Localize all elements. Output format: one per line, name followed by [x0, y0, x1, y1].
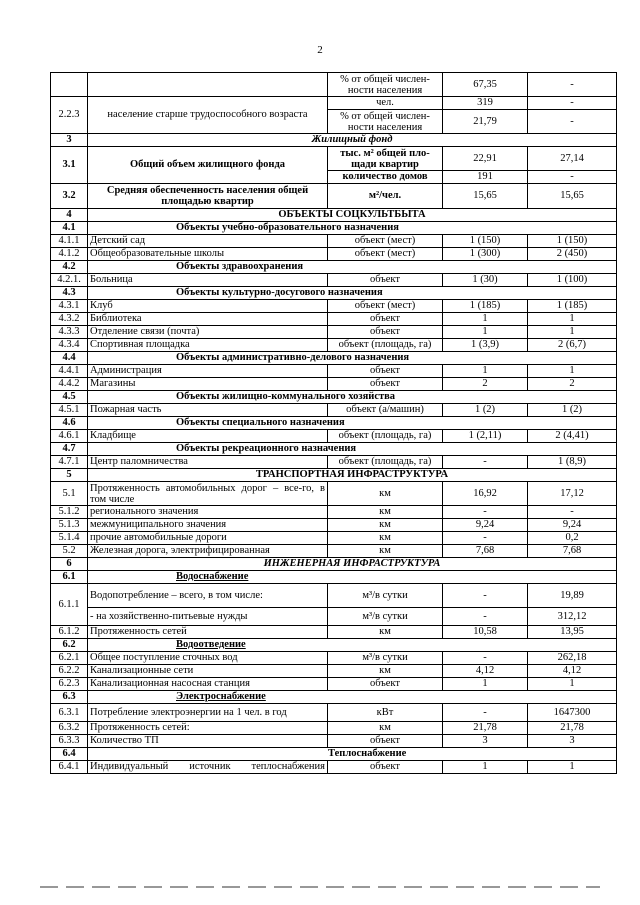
indicator-name: Кладбище: [88, 430, 328, 443]
subsection-number: 4.4: [51, 352, 88, 365]
unit: объект: [328, 313, 443, 326]
indicator-name: Канализационные сети: [88, 665, 328, 678]
value-planned: 2: [528, 378, 617, 391]
row-number: 4.3.3: [51, 326, 88, 339]
subsection-title: Объекты специального назначения: [88, 417, 617, 430]
indicator-name: - на хозяйственно-питьевые нужды: [88, 608, 328, 626]
subsection-title: Объекты учебно-образовательного назначения: [88, 222, 617, 235]
unit: % от общей числен-ности населения: [328, 73, 443, 97]
unit: объект: [328, 678, 443, 691]
row-number: 6.4.1: [51, 761, 88, 774]
unit: км: [328, 722, 443, 735]
row-number: 4.3.1: [51, 300, 88, 313]
value-planned: 9,24: [528, 519, 617, 532]
value-planned: 1 (185): [528, 300, 617, 313]
row-number: 6.1.1: [51, 584, 88, 626]
row-number: [51, 73, 88, 97]
value-planned: 17,12: [528, 482, 617, 506]
unit: объект: [328, 365, 443, 378]
value-planned: -: [528, 110, 617, 134]
row-number: 5.1: [51, 482, 88, 506]
indicator-name: Индивидуальный источник теплоснабжения: [88, 761, 328, 774]
row-number: 4.2.1.: [51, 274, 88, 287]
value-planned: 1647300: [528, 704, 617, 722]
row-number: 4.4.1: [51, 365, 88, 378]
section-title: ТРАНСПОРТНАЯ ИНФРАСТРУКТУРА: [88, 469, 617, 482]
value-planned: -: [528, 171, 617, 184]
subsection-title: Объекты культурно-досугового назначения: [88, 287, 617, 300]
unit: количество домов: [328, 171, 443, 184]
row-number: 4.7.1: [51, 456, 88, 469]
indicator-name: [88, 73, 328, 97]
value-planned: 21,78: [528, 722, 617, 735]
unit: объект: [328, 761, 443, 774]
row-number: 4.1.2: [51, 248, 88, 261]
value-existing: 4,12: [443, 665, 528, 678]
value-existing: 1 (3,9): [443, 339, 528, 352]
row-number: 6.2.2: [51, 665, 88, 678]
unit: кВт: [328, 704, 443, 722]
value-existing: 1: [443, 313, 528, 326]
unit: км: [328, 506, 443, 519]
value-existing: 3: [443, 735, 528, 748]
value-planned: 1: [528, 326, 617, 339]
indicator-name: Железная дорога, электрифицированная: [88, 545, 328, 558]
value-existing: 10,58: [443, 626, 528, 639]
value-planned: 0,2: [528, 532, 617, 545]
unit: объект (мест): [328, 235, 443, 248]
value-planned: 27,14: [528, 147, 617, 171]
row-number: 2.2.3: [51, 97, 88, 134]
subsection-number: 4.3: [51, 287, 88, 300]
value-planned: 262,18: [528, 652, 617, 665]
value-existing: 15,65: [443, 184, 528, 209]
row-number: 3.1: [51, 147, 88, 184]
value-existing: 21,78: [443, 722, 528, 735]
indicator-name: Центр паломничества: [88, 456, 328, 469]
row-number: 4.5.1: [51, 404, 88, 417]
section-number: 4: [51, 209, 88, 222]
value-planned: 7,68: [528, 545, 617, 558]
value-existing: 191: [443, 171, 528, 184]
value-existing: 1: [443, 326, 528, 339]
value-existing: -: [443, 506, 528, 519]
value-planned: 2 (4,41): [528, 430, 617, 443]
indicator-name: Библиотека: [88, 313, 328, 326]
value-planned: 15,65: [528, 184, 617, 209]
row-number: 6.3.2: [51, 722, 88, 735]
unit: объект: [328, 274, 443, 287]
value-existing: 1 (30): [443, 274, 528, 287]
row-number: 6.1.2: [51, 626, 88, 639]
value-existing: 1: [443, 678, 528, 691]
indicator-name: регионального значения: [88, 506, 328, 519]
subsection-number: 6.3: [51, 691, 88, 704]
value-existing: 1 (2,11): [443, 430, 528, 443]
section-number: 6: [51, 558, 88, 571]
indicators-table: [50, 72, 617, 774]
value-existing: 7,68: [443, 545, 528, 558]
unit: км: [328, 626, 443, 639]
unit: км: [328, 482, 443, 506]
section-title: ОБЪЕКТЫ СОЦКУЛЬТБЫТА: [88, 209, 617, 222]
unit: объект: [328, 735, 443, 748]
value-existing: 9,24: [443, 519, 528, 532]
unit: м²/чел.: [328, 184, 443, 209]
unit: объект (площадь, га): [328, 456, 443, 469]
indicator-name: Канализационная насосная станция: [88, 678, 328, 691]
row-number: 5.1.3: [51, 519, 88, 532]
value-existing: 1 (2): [443, 404, 528, 417]
value-existing: -: [443, 704, 528, 722]
unit: объект: [328, 326, 443, 339]
value-existing: -: [443, 608, 528, 626]
row-number: 5.1.2: [51, 506, 88, 519]
value-existing: 22,91: [443, 147, 528, 171]
indicator-name: Отделение связи (почта): [88, 326, 328, 339]
value-planned: 312,12: [528, 608, 617, 626]
subsection-title: Объекты здравоохранения: [88, 261, 617, 274]
scan-bottom-edge: [40, 886, 600, 888]
row-number: 5.1.4: [51, 532, 88, 545]
row-number: 4.1.1: [51, 235, 88, 248]
value-planned: -: [528, 97, 617, 110]
value-existing: 16,92: [443, 482, 528, 506]
value-existing: 1: [443, 365, 528, 378]
indicator-name: Детский сад: [88, 235, 328, 248]
value-planned: 2 (450): [528, 248, 617, 261]
value-existing: -: [443, 456, 528, 469]
value-existing: 319: [443, 97, 528, 110]
value-planned: 2 (6,7): [528, 339, 617, 352]
indicator-name: Общеобразовательные школы: [88, 248, 328, 261]
value-existing: -: [443, 584, 528, 608]
indicator-name: Больница: [88, 274, 328, 287]
row-number: 5.2: [51, 545, 88, 558]
indicator-name: Средняя обеспеченность населения общей площадью квартир: [88, 184, 328, 209]
value-planned: 1: [528, 678, 617, 691]
unit: км: [328, 665, 443, 678]
subsection-title: Объекты административно-делового назначения: [88, 352, 617, 365]
subsection-number: 4.6: [51, 417, 88, 430]
row-number: 6.3.1: [51, 704, 88, 722]
unit: объект (площадь, га): [328, 339, 443, 352]
unit: км: [328, 545, 443, 558]
value-planned: 1 (2): [528, 404, 617, 417]
unit: тыс. м² общей пло-щади квартир: [328, 147, 443, 171]
section-number: 3: [51, 134, 88, 147]
value-existing: 1 (150): [443, 235, 528, 248]
section-title: ИНЖЕНЕРНАЯ ИНФРАСТРУКТУРА: [88, 558, 617, 571]
subsection-title: Объекты рекреационного назначения: [88, 443, 617, 456]
section-title: Жилищный фонд: [88, 134, 617, 147]
indicator-name: Спортивная площадка: [88, 339, 328, 352]
unit: объект (мест): [328, 248, 443, 261]
subsection-title: Водоотведение: [88, 639, 617, 652]
indicator-name: Потребление электроэнергии на 1 чел. в год: [88, 704, 328, 722]
value-planned: 1 (8,9): [528, 456, 617, 469]
indicator-name: Магазины: [88, 378, 328, 391]
value-planned: 1 (100): [528, 274, 617, 287]
indicator-name: Пожарная часть: [88, 404, 328, 417]
subsection-number: 4.2: [51, 261, 88, 274]
row-number: 4.3.2: [51, 313, 88, 326]
unit: м³/в сутки: [328, 584, 443, 608]
indicator-name: Клуб: [88, 300, 328, 313]
value-existing: 2: [443, 378, 528, 391]
value-existing: 67,35: [443, 73, 528, 97]
subsection-title: Водоснабжение: [88, 571, 617, 584]
value-existing: -: [443, 532, 528, 545]
row-number: 4.4.2: [51, 378, 88, 391]
value-existing: 1 (300): [443, 248, 528, 261]
unit: м³/в сутки: [328, 652, 443, 665]
indicator-name: Администрация: [88, 365, 328, 378]
value-planned: 13,95: [528, 626, 617, 639]
value-existing: 1 (185): [443, 300, 528, 313]
row-number: 4.3.4: [51, 339, 88, 352]
subsection-title: Электроснабжение: [88, 691, 617, 704]
value-planned: 4,12: [528, 665, 617, 678]
unit: % от общей числен-ности населения: [328, 110, 443, 134]
value-existing: 21,79: [443, 110, 528, 134]
unit: км: [328, 519, 443, 532]
subsection-title: Объекты жилищно-коммунального хозяйства: [88, 391, 617, 404]
value-planned: 1: [528, 761, 617, 774]
value-planned: -: [528, 506, 617, 519]
indicator-name: межмуниципального значения: [88, 519, 328, 532]
indicator-name: Общее поступление сточных вод: [88, 652, 328, 665]
row-number: 6.2.3: [51, 678, 88, 691]
indicator-name: прочие автомобильные дороги: [88, 532, 328, 545]
subsection-number: 6.1: [51, 571, 88, 584]
unit: объект (мест): [328, 300, 443, 313]
indicator-name: Количество ТП: [88, 735, 328, 748]
subsection-number: 4.1: [51, 222, 88, 235]
indicator-name: Общий объем жилищного фонда: [88, 147, 328, 184]
section-number: 5: [51, 469, 88, 482]
subsection-number: 4.7: [51, 443, 88, 456]
unit: км: [328, 532, 443, 545]
subsection-number: 4.5: [51, 391, 88, 404]
value-existing: 1: [443, 761, 528, 774]
unit: объект (а/машин): [328, 404, 443, 417]
indicator-name: население старше трудоспособного возраста: [88, 97, 328, 134]
value-planned: 1 (150): [528, 235, 617, 248]
row-number: 6.3.3: [51, 735, 88, 748]
row-number: 4.6.1: [51, 430, 88, 443]
indicator-name: Протяженность сетей:: [88, 722, 328, 735]
value-planned: 1: [528, 313, 617, 326]
indicator-name: Протяженность сетей: [88, 626, 328, 639]
value-existing: -: [443, 652, 528, 665]
unit: чел.: [328, 97, 443, 110]
unit: м³/в сутки: [328, 608, 443, 626]
subsection-title: Теплоснабжение: [88, 748, 617, 761]
unit: объект: [328, 378, 443, 391]
subsection-number: 6.2: [51, 639, 88, 652]
subsection-number: 6.4: [51, 748, 88, 761]
row-number: 3.2: [51, 184, 88, 209]
unit: объект (площадь, га): [328, 430, 443, 443]
value-planned: 1: [528, 365, 617, 378]
indicator-name: Водопотребление – всего, в том числе:: [88, 584, 328, 608]
page-number: 2: [317, 44, 323, 56]
indicator-name: Протяженность автомобильных дорог – все-го, в том числе: [88, 482, 328, 506]
row-number: 6.2.1: [51, 652, 88, 665]
value-planned: 19,89: [528, 584, 617, 608]
value-planned: 3: [528, 735, 617, 748]
value-planned: -: [528, 73, 617, 97]
